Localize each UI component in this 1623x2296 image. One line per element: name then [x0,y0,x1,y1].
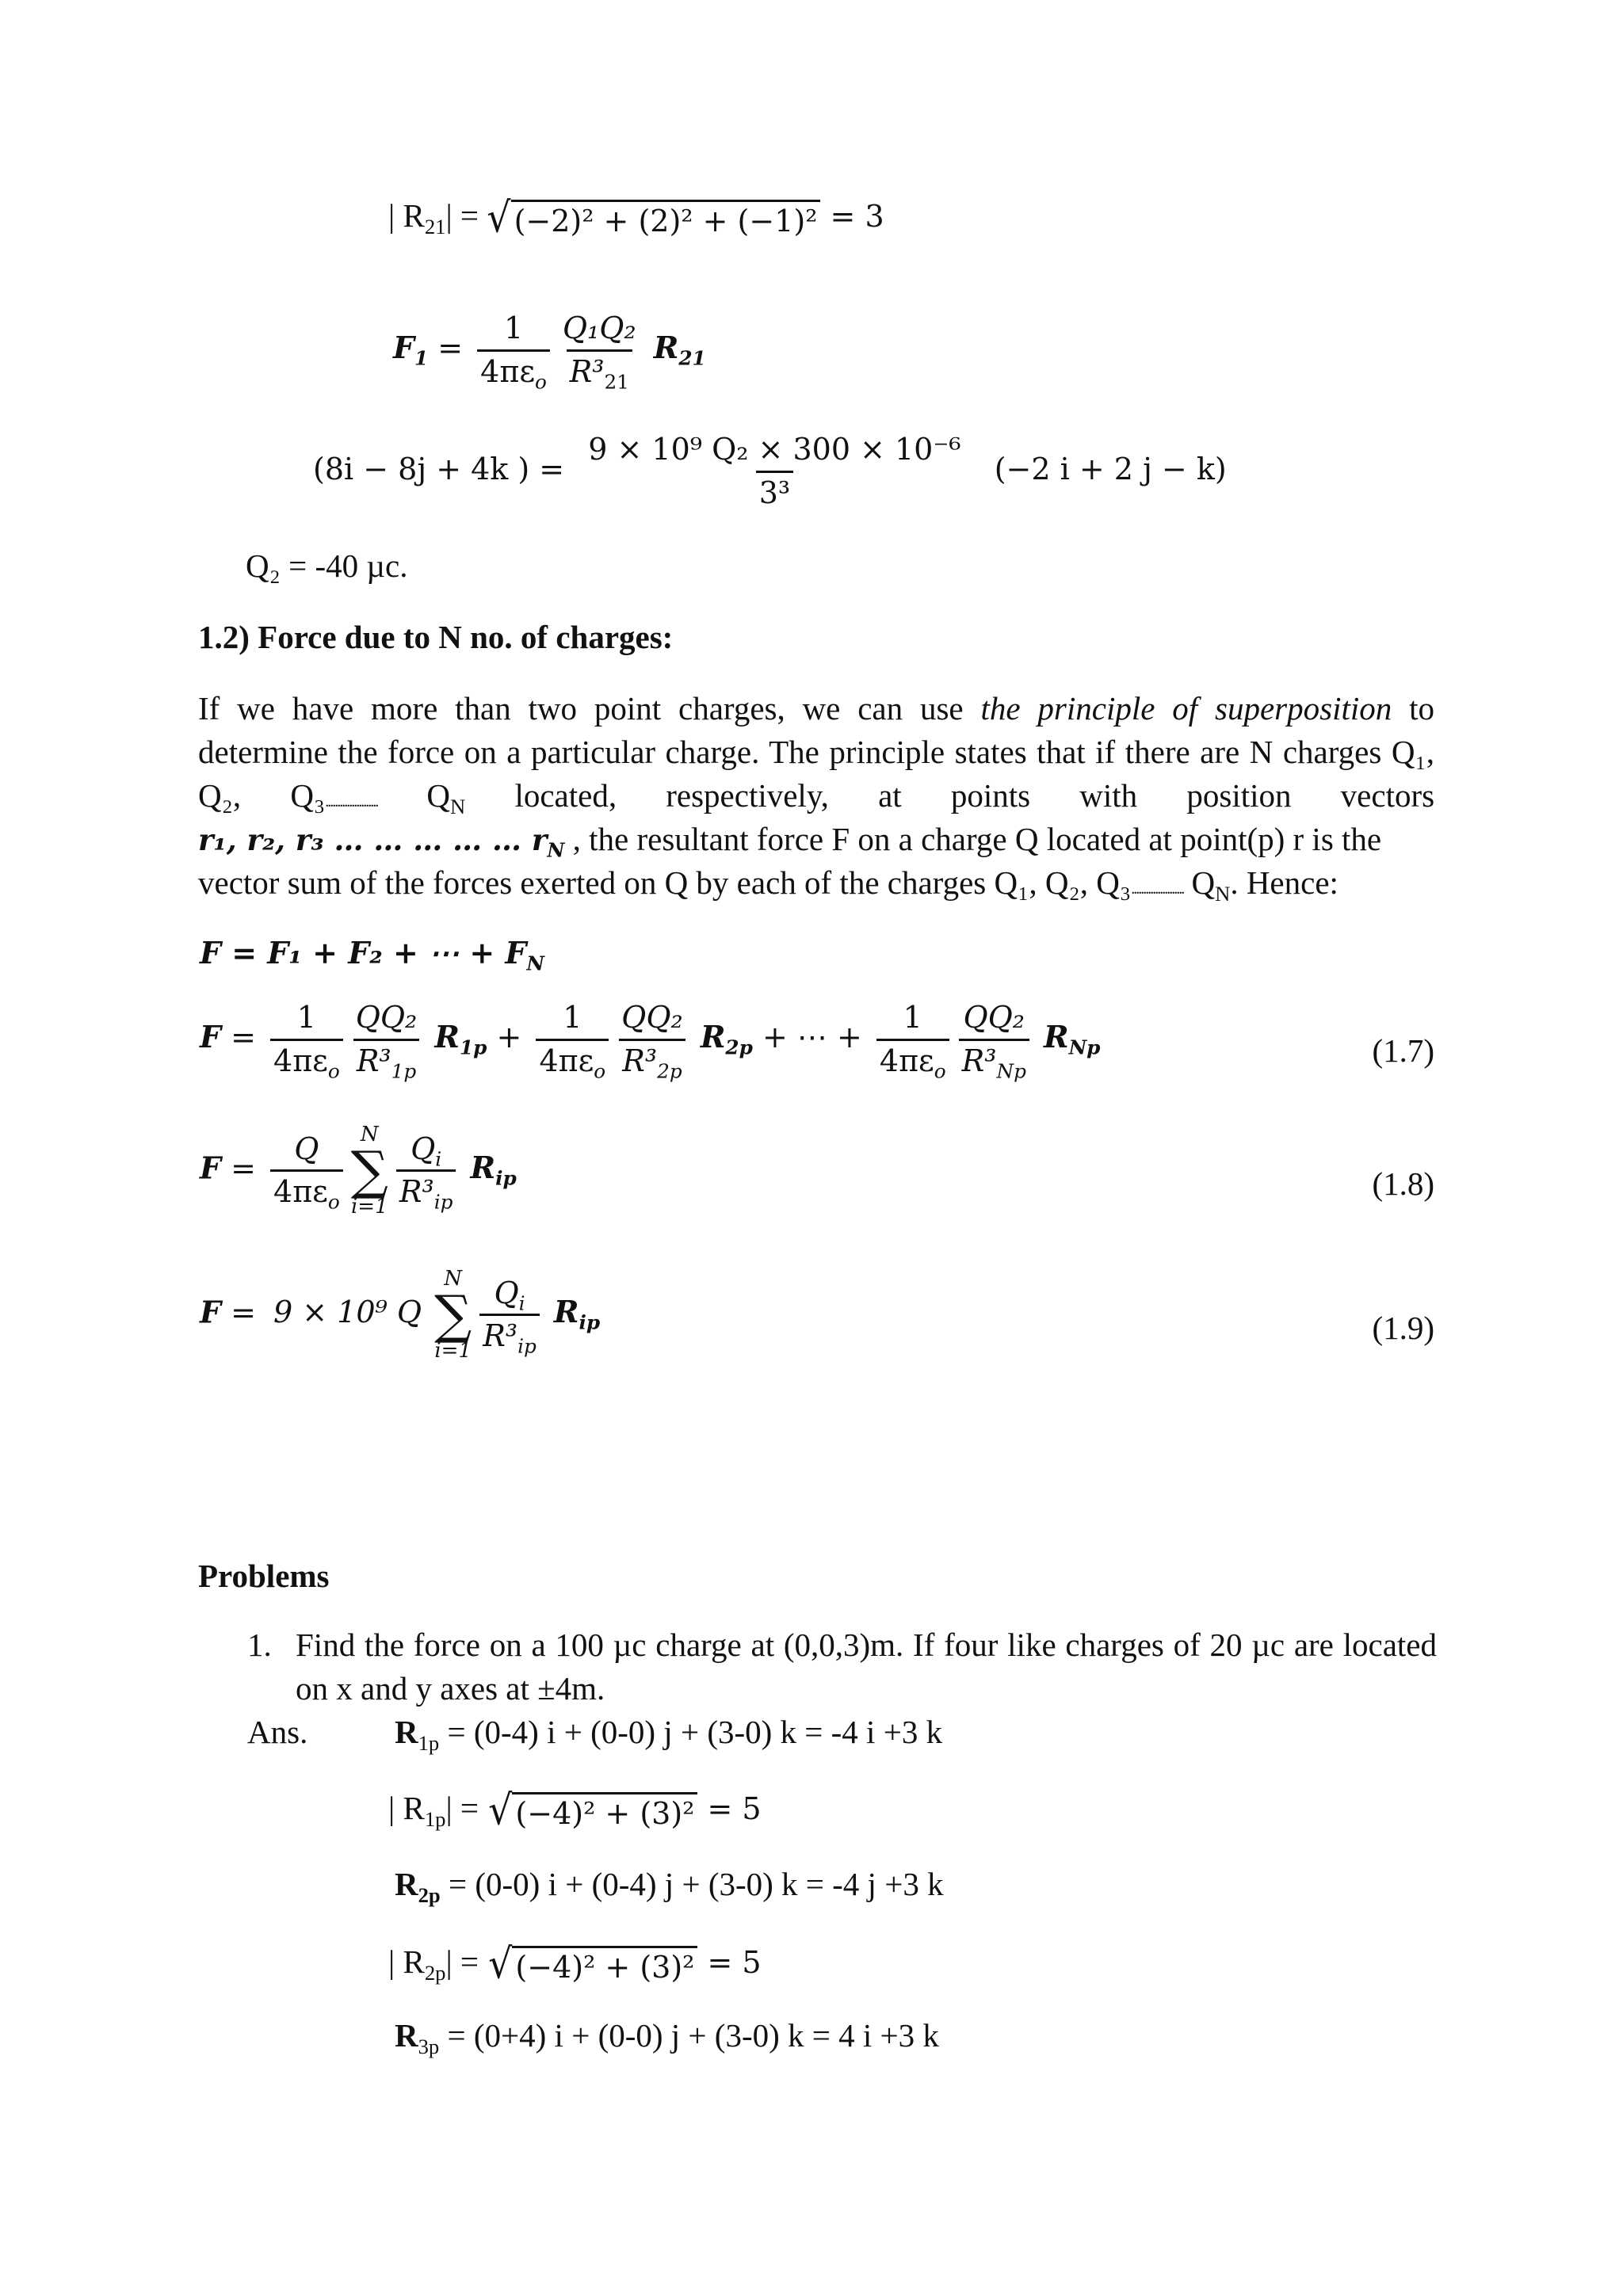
problem-1-line-2: on x and y axes at ±4m. [296,1670,605,1707]
r3p-vector-line: $R_{3p} = (0+4) i + (0-0) j + (3-0) k = 4$ i +3 k [395,2017,939,2059]
r2p-vector-line: $R_{2p} = (0-0) i + (0-4) j + (3-0) k = -4$ j +3 k [395,1866,944,1908]
equation-number-1-8: (1.8) [1372,1165,1434,1202]
equation-1-8: F = $\frac{Q}{4\pi\varepsilon_o}$ N ∑ i=1 $\frac{Q_i}{R^3_{ip}}$ $R_{ip}$ [200,1123,517,1219]
summation-symbol: N ∑ i=1 [434,1267,472,1363]
summation-symbol: N ∑ i=1 [350,1123,388,1219]
equation-1-9: F = 9 × 10⁹ Q N ∑ i=1 $\frac{Q_i}{R^3_{ip}}$ $R_{ip}$ [200,1267,601,1363]
sqrt-r21: √ (−2)² + (2)² + (−1)² [487,200,820,238]
equation-number-1-7: (1.7) [1372,1032,1434,1069]
equation-number-1-9: (1.9) [1372,1310,1434,1346]
paragraph-line-2: determine the force on a particular charge. The principle states that if there are N charges Q₁, [198,734,1434,770]
paragraph-line-1: If we have more than two point charges, we can use the principle of superposition to [198,690,1434,727]
r21-magnitude-line: | $R_{21}|$ = √ (−2)² + (2)² + (−1)² = 3 [388,194,884,242]
equation-1-7: F = $\frac{1}{4\pi\varepsilon_o}$ $\frac{\text{QQ₂}}{R^3_{1p}}$ $R_{1p}$ + $\frac{1}{4\pi\varepsilon_o}$ $\frac{\text{QQ₂}}{R^3_{2p}}$ $R_{2p}$ + ⋯ + $\frac{1}{4\pi\varepsilon_o}$ $\frac{\text{QQ₂}}{R^3_{Np}}$ $R_{Np}$ [200,1000,1101,1083]
sqrt-r1p: √ (−4)² + (3)² [488,1792,697,1831]
r2p-magnitude-line: | $R_{2p}|$ = √ (−4)² + (3)² = 5 [388,1940,762,1989]
q2-substitution-equation: (8i − 8j + 4k ) = $\frac{\text{9 × 10⁹ Q₂ × 300 × 10⁻⁶}}{\text{3³}}$ (−2 i + 2 j − k) [313,432,1227,510]
problem-1-line-1: Find the force on a 100 µc charge at (0,0,3)m. If four like charges of 20 µc are located [296,1627,1437,1663]
section-heading: 1.2) Force due to N no. of charges: [198,619,674,655]
q2-result: Q₂ = -40 µc. [246,547,408,584]
problems-heading: Problems [198,1558,330,1594]
r1p-magnitude-line: | $R_{1p}|$ = √ (−4)² + (3)² = 5 [388,1787,762,1835]
answer-label: Ans. [247,1714,308,1750]
f1-coulomb-equation: $F_1$ = $\frac{1}{4\pi\varepsilon_o}$ $\frac{\text{Q₁Q₂}}{R^3_{21}}$ $R_{21}$ [393,311,706,394]
paragraph-line-4: r₁, r₂, r₃ … … … … … $r_N$ , the resultant force F on a charge Q located at point(p) r is the [198,821,1382,862]
force-sum-equation: F = F₁ + F₂ + ⋯ + $F_N$ [200,935,544,975]
paragraph-line-5: vector sum of the forces exerted on Q by each of the charges Q₁, Q₂, Q₃...................... $Q_N$. Hence: [198,864,1338,906]
problem-1-number: 1. [247,1627,272,1663]
paragraph-line-3: Q₂, Q₃...................... $Q_N$ located, respectively, at points with position vectors [198,777,1435,819]
r1p-vector-line: $R_{1p} = (0-4) i + (0-0) j + (3-0) k = -4$ i +3 k [395,1714,943,1756]
sqrt-r2p: √ (−4)² + (3)² [488,1946,697,1985]
